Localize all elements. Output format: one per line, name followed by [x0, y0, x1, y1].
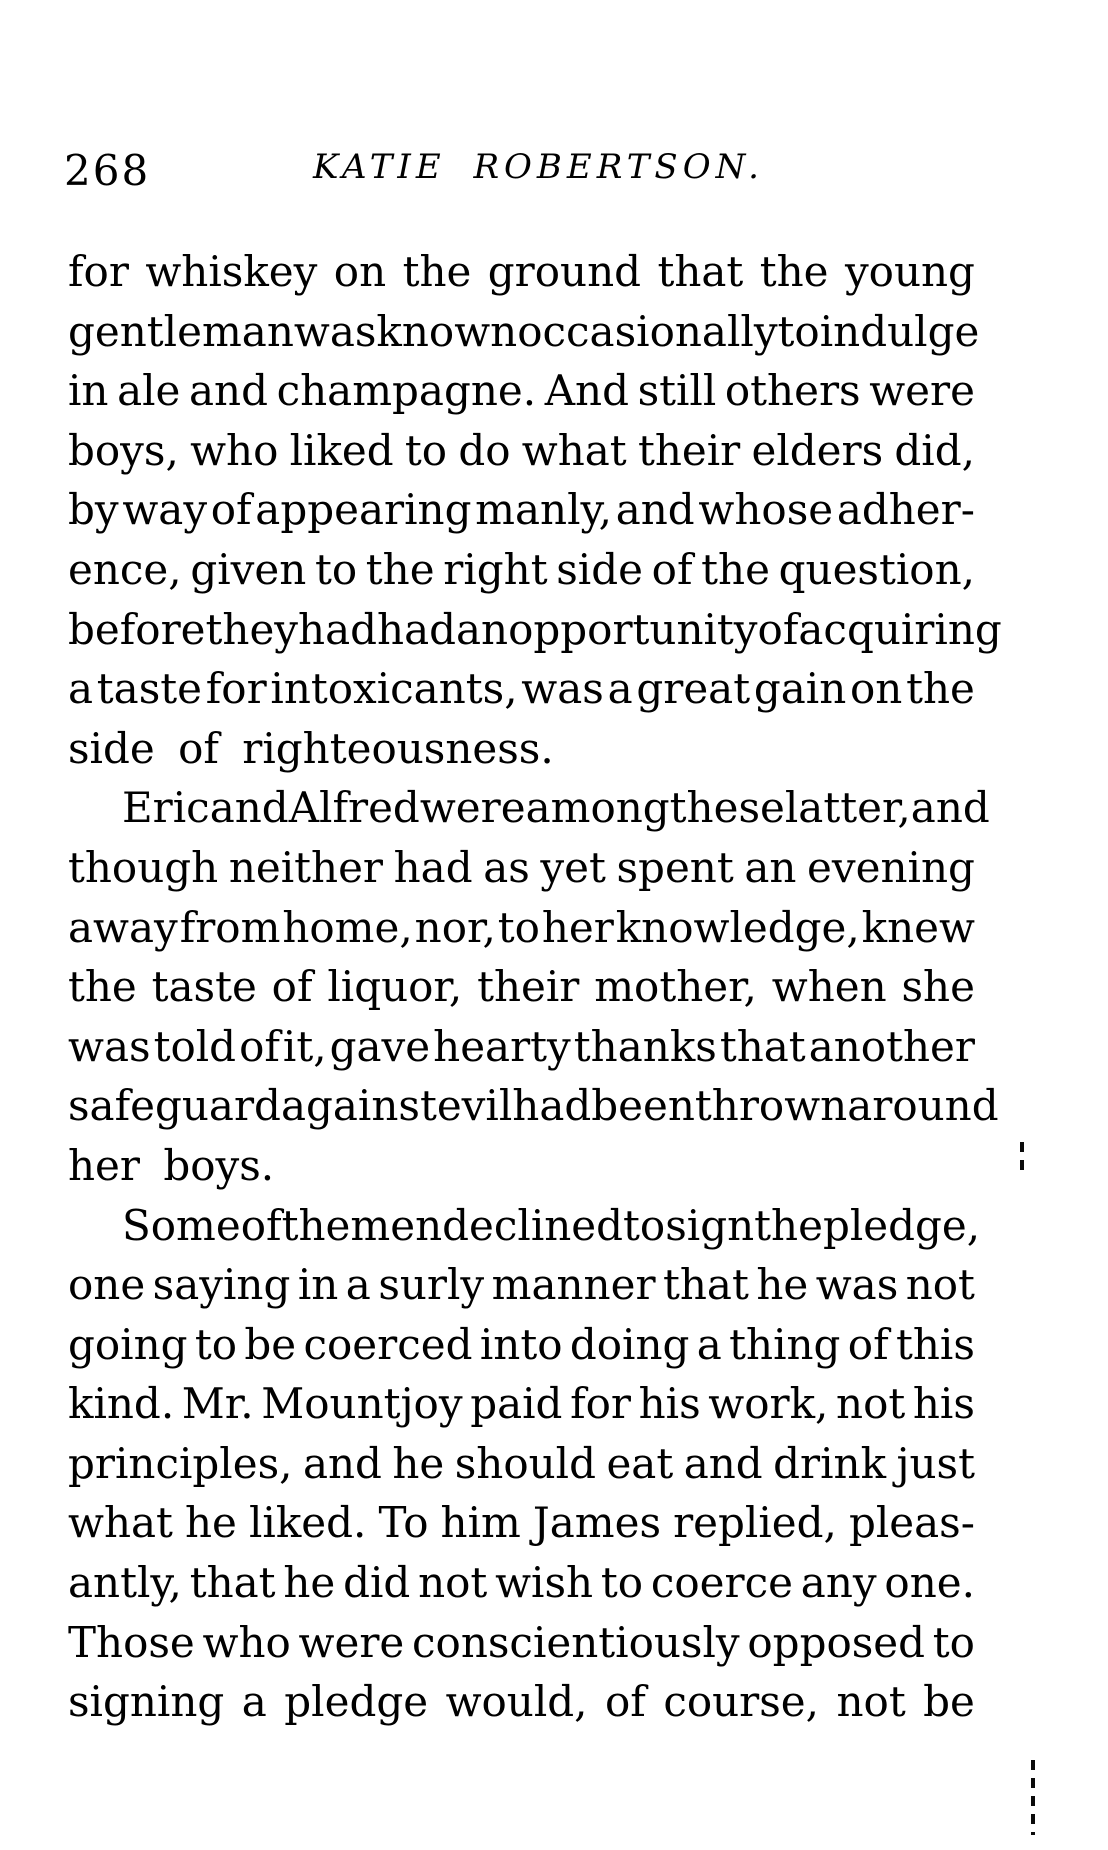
word: another — [808, 1021, 975, 1071]
word: were — [298, 1617, 405, 1667]
word: he — [392, 1438, 445, 1488]
word: that — [657, 247, 744, 296]
word: appearing — [255, 485, 472, 535]
text-line — [68, 1493, 975, 1553]
word: would, — [445, 1677, 588, 1727]
word: of — [239, 1021, 280, 1071]
word: Those — [68, 1617, 195, 1667]
word: in — [297, 1260, 339, 1310]
word: as — [483, 842, 530, 892]
text-line — [68, 659, 975, 719]
word: sign — [665, 1200, 755, 1250]
word: Some — [122, 1200, 241, 1250]
word: coerce — [650, 1558, 793, 1608]
word: against — [280, 1081, 437, 1131]
word: intoxicants, — [270, 664, 518, 714]
word: who — [190, 425, 279, 475]
word: on — [850, 664, 903, 714]
word: eat — [606, 1438, 674, 1488]
text-line — [68, 242, 975, 302]
word: principles, — [68, 1438, 293, 1488]
word: conscientiously — [412, 1617, 740, 1667]
word: he — [756, 1260, 809, 1310]
word: he — [184, 1498, 237, 1548]
word: right — [443, 544, 548, 594]
word: liquor, — [327, 962, 463, 1012]
word: To — [378, 1498, 429, 1548]
word: the — [365, 544, 435, 594]
word: had — [512, 1081, 592, 1131]
word: given — [190, 544, 307, 594]
word: a — [68, 664, 94, 714]
word: a — [241, 1677, 267, 1727]
word: thanks — [573, 1021, 717, 1071]
word: their — [637, 425, 741, 475]
word: been — [591, 1081, 695, 1131]
word: be — [923, 1677, 975, 1727]
word: who — [202, 1617, 291, 1667]
word: opposed — [747, 1617, 926, 1667]
word: was — [293, 306, 377, 356]
text-line — [68, 540, 975, 600]
word: for — [68, 247, 129, 296]
word: was — [68, 1021, 151, 1071]
word: the — [759, 247, 829, 296]
word: by — [68, 485, 119, 535]
word: known — [376, 306, 518, 356]
word: of — [210, 485, 252, 535]
word: of — [271, 962, 313, 1012]
word: manner — [491, 1260, 656, 1310]
text-line — [68, 1196, 981, 1256]
word: the — [906, 664, 975, 714]
text-line — [68, 1255, 975, 1315]
word: the — [754, 1200, 823, 1250]
word: James — [532, 1498, 662, 1548]
word: from — [179, 902, 281, 952]
text-line: side of righteousness. — [68, 723, 554, 773]
word: Alfred — [288, 783, 420, 833]
word: an — [456, 604, 509, 654]
word: nor, — [414, 902, 496, 952]
word: had — [377, 604, 456, 654]
word: whiskey — [145, 247, 318, 296]
word: to — [314, 544, 358, 594]
word: to — [932, 1617, 975, 1667]
word: this — [895, 1319, 975, 1369]
word: champagne. — [276, 366, 537, 416]
word: a — [607, 664, 633, 714]
word: and — [302, 1438, 382, 1488]
word: what — [68, 1498, 173, 1548]
text-line — [68, 838, 975, 898]
word: were — [419, 783, 526, 833]
word: it, — [282, 1021, 327, 1071]
word: the — [68, 962, 137, 1012]
word: And — [544, 366, 629, 416]
word: their — [477, 962, 580, 1012]
word: question, — [778, 544, 975, 594]
word: kind. — [68, 1379, 175, 1429]
word: and — [615, 485, 695, 535]
word: do — [458, 425, 511, 475]
word: to — [194, 1319, 238, 1369]
word: surly — [378, 1260, 485, 1310]
word: spent — [616, 842, 734, 892]
word: what — [521, 425, 627, 475]
word: any — [800, 1558, 877, 1608]
text-line — [68, 1434, 975, 1494]
word: around — [847, 1081, 999, 1131]
word: should — [454, 1438, 596, 1488]
word: taste — [96, 664, 202, 714]
word: of — [651, 544, 693, 594]
word: safeguard — [68, 1081, 281, 1131]
word: ence, — [68, 544, 182, 594]
word: evening — [807, 842, 975, 892]
word: the — [281, 1200, 351, 1250]
word: opportunity — [508, 604, 758, 654]
word: wish — [495, 1558, 594, 1608]
word: gave — [329, 1021, 431, 1071]
word: to — [404, 425, 448, 475]
word: though — [68, 842, 219, 892]
word: ground — [487, 247, 642, 296]
text-line — [68, 1553, 975, 1613]
word: knowledge, — [615, 902, 860, 952]
word: her — [541, 902, 614, 952]
text-line — [68, 302, 980, 362]
word: Mr. — [181, 1379, 254, 1429]
word: hearty — [433, 1021, 571, 1071]
word: an — [744, 842, 797, 892]
word: going — [68, 1319, 188, 1369]
word: that — [663, 1260, 749, 1310]
text-line — [68, 1374, 975, 1434]
page-number: 268 — [64, 146, 151, 195]
word: did — [343, 1558, 411, 1608]
word: great — [636, 664, 751, 714]
word: told — [153, 1021, 237, 1071]
word: way — [122, 485, 208, 535]
word: of — [757, 604, 799, 654]
word: paid — [470, 1379, 563, 1429]
word: manly, — [475, 485, 613, 535]
text-line — [68, 421, 975, 481]
word: and — [189, 366, 268, 416]
word: to — [497, 902, 540, 952]
word: the — [402, 247, 472, 296]
text-line — [68, 1017, 975, 1077]
text-block — [68, 242, 1002, 1732]
word: course, — [663, 1677, 820, 1727]
word: a — [696, 1319, 722, 1369]
word: coerced — [303, 1319, 473, 1369]
word: occasionally — [517, 306, 778, 356]
word: replied, — [673, 1498, 837, 1548]
word: away — [68, 902, 178, 952]
text-line — [68, 1613, 975, 1673]
word: not — [418, 1558, 488, 1608]
word: acquiring — [798, 604, 1002, 654]
word: that — [189, 1558, 276, 1608]
word: gain — [753, 664, 847, 714]
text-line — [68, 600, 1002, 660]
word: not — [905, 1260, 975, 1310]
word: and — [209, 783, 289, 833]
word: the — [701, 544, 770, 594]
word: men — [350, 1200, 443, 1250]
text-line — [68, 1076, 999, 1136]
word: before — [68, 604, 206, 654]
word: she — [901, 962, 975, 1012]
word: home, — [282, 902, 413, 952]
word: of — [847, 1319, 889, 1369]
word: one. — [884, 1558, 975, 1608]
word: pledge — [284, 1677, 429, 1727]
word: knew — [861, 902, 975, 952]
word: declined — [442, 1200, 624, 1250]
text-line — [68, 957, 975, 1017]
word: and — [910, 783, 990, 833]
word: drink — [773, 1438, 887, 1488]
text-line — [68, 480, 975, 540]
text-line — [68, 361, 975, 421]
word: neither — [228, 842, 384, 892]
word: still — [637, 366, 717, 416]
word: work, — [708, 1379, 829, 1429]
word: liked — [289, 425, 394, 475]
word: to — [600, 1558, 644, 1608]
word: adher- — [836, 485, 975, 535]
word: in — [68, 366, 109, 416]
text-line — [68, 898, 975, 958]
word: ale — [117, 366, 181, 416]
word: antly, — [68, 1558, 182, 1608]
word: and — [683, 1438, 763, 1488]
word: whose — [698, 485, 834, 535]
word: yet — [540, 842, 606, 892]
word: signing — [68, 1677, 225, 1727]
word: pleas- — [848, 1498, 975, 1548]
word: that — [719, 1021, 806, 1071]
word: not — [836, 1677, 906, 1727]
word: he — [283, 1558, 336, 1608]
word: taste — [151, 962, 257, 1012]
text-line — [68, 778, 990, 838]
word: doing — [569, 1319, 690, 1369]
word: among — [525, 783, 670, 833]
word: thrown — [694, 1081, 848, 1131]
word: be — [244, 1319, 297, 1369]
word: his — [912, 1379, 975, 1429]
word: saying — [152, 1260, 291, 1310]
word: indulge — [819, 306, 980, 356]
word: they — [205, 604, 299, 654]
word: evil — [436, 1081, 513, 1131]
word: were — [869, 366, 975, 416]
word: had — [298, 604, 378, 654]
text-line — [68, 1672, 975, 1732]
word: his — [638, 1379, 701, 1429]
word: was — [815, 1260, 899, 1310]
word: boys, — [68, 425, 179, 475]
word: of — [605, 1677, 646, 1727]
word: a — [345, 1260, 371, 1310]
word: thing — [729, 1319, 841, 1369]
word: one — [68, 1260, 146, 1310]
word: for — [205, 664, 267, 714]
text-line: her boys. — [68, 1140, 275, 1190]
word: mother, — [594, 962, 757, 1012]
word: into — [479, 1319, 563, 1369]
word: to — [777, 306, 820, 356]
word: was — [521, 664, 604, 714]
word: when — [771, 962, 887, 1012]
word: these — [669, 783, 785, 833]
word: on — [333, 247, 387, 296]
word: to — [623, 1200, 666, 1250]
word: of — [240, 1200, 282, 1250]
word: pledge, — [822, 1200, 981, 1250]
scan-artifact — [1020, 1142, 1024, 1170]
scan-artifact — [1031, 1760, 1035, 1835]
word: him — [440, 1498, 521, 1548]
word: did, — [894, 425, 975, 475]
word: liked. — [248, 1498, 367, 1548]
word: latter, — [784, 783, 911, 833]
word: elders — [751, 425, 884, 475]
word: others — [724, 366, 861, 416]
word: Eric — [122, 783, 210, 833]
word: Mountjoy — [261, 1379, 463, 1429]
word: gentleman — [68, 306, 294, 356]
word: young — [844, 247, 975, 296]
word: side — [556, 544, 643, 594]
word: for — [570, 1379, 631, 1429]
text-line — [68, 1315, 975, 1375]
word: not — [836, 1379, 906, 1429]
running-title: KATIE ROBERTSON. — [313, 147, 764, 187]
word: just — [896, 1438, 975, 1488]
word: had — [393, 842, 473, 892]
